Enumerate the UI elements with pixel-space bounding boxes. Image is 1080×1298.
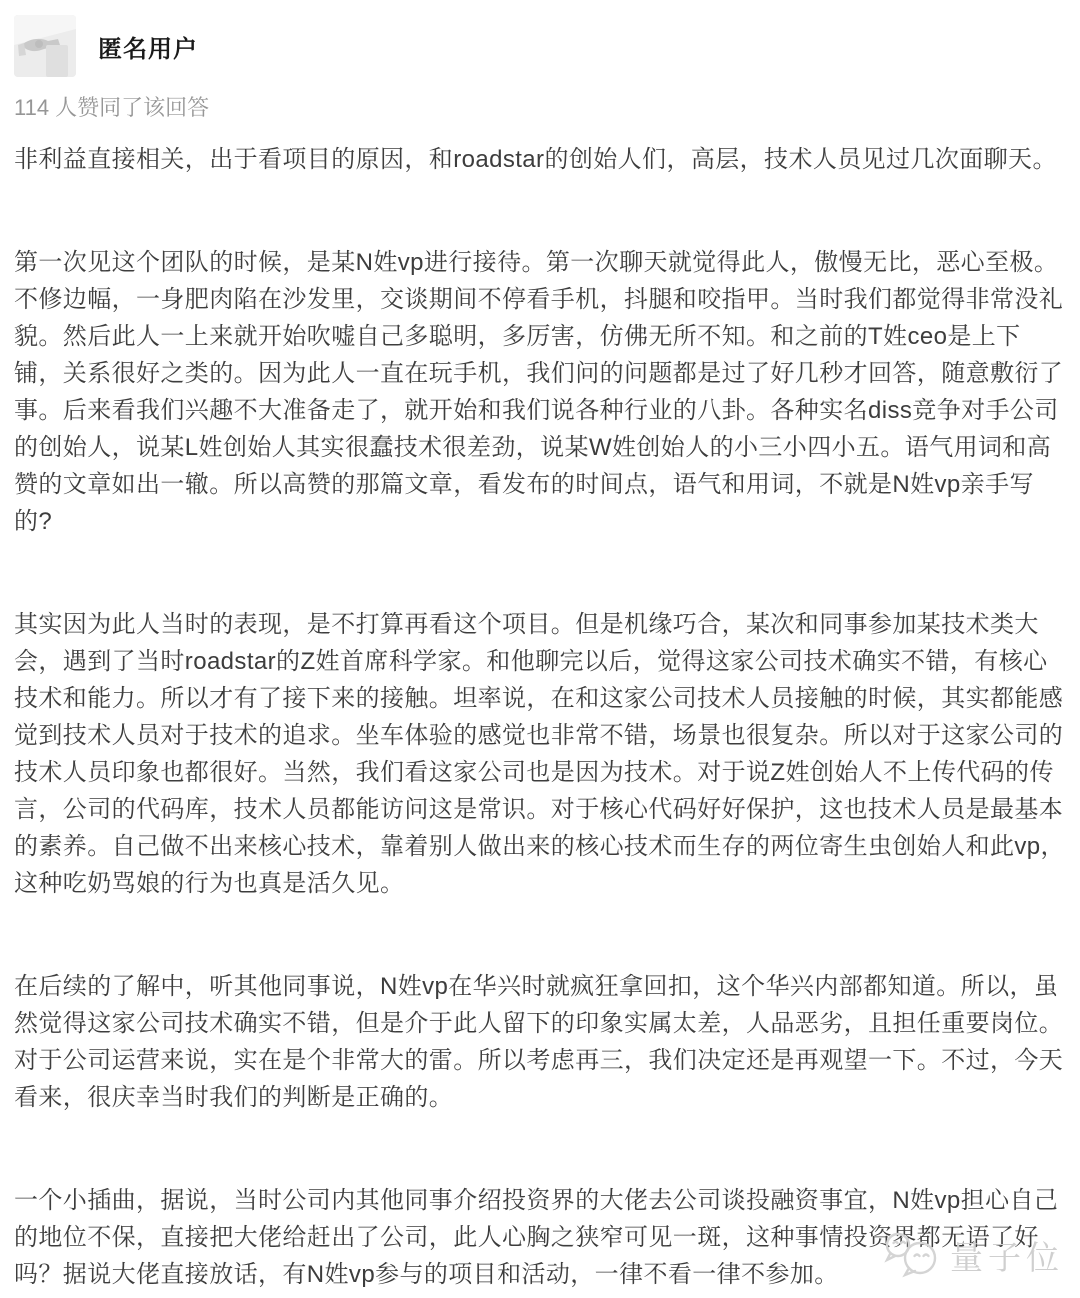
wechat-chat-bubbles-icon	[878, 1231, 942, 1279]
avatar-image	[14, 15, 76, 77]
answer-paragraph: 其实因为此人当时的表现，是不打算再看这个项目。但是机缘巧合，某次和同事参加某技术类大会，遇到了当时roadstar的Z姓首席科学家。和他聊完以后，觉得这家公司技术确实不错，有核心技术和能力。所以才有了接下来的接触。坦率说，在和这家公司技术人员接触的时候，其实都能感觉到技术人员对于技术的追求。坐车体验的感觉也非常不错，场景也很复杂。所以对于这家公司的技术人员印象也都很好。当然，我们看这家公司也是因为技术。对于说Z姓创始人不上传代码的传言，公司的代码库，技术人员都能访问这是常识。对于核心代码好好保护，这也技术人员是最基本的素养。自己做不出来核心技术，靠着别人做出来的核心技术而生存的两位寄生虫创始人和此vp，这种吃奶骂娘的行为也真是活久见。	[14, 611, 1065, 897]
username[interactable]: 匿名用户	[98, 35, 198, 63]
watermark	[878, 1231, 1064, 1279]
upvote-count: 114 人赞同了该回答	[14, 95, 210, 120]
answer-paragraph: 第一次见这个团队的时候，是某N姓vp进行接待。第一次聊天就觉得此人，傲慢无比，恶心至极。不修边幅，一身肥肉陷在沙发里，交谈期间不停看手机，抖腿和咬指甲。当时我们都觉得非常没礼貌。然后此人一上来就开始吹嘘自己多聪明，多厉害，仿佛无所不知。和之前的T姓ceo是上下铺，关系很好之类的。因为此人一直在玩手机，我们问的问题都是过了好几秒才回答，随意敷衍了事。后来看我们兴趣不大准备走了，就开始和我们说各种行业的八卦。各种实名diss竞争对手公司的创始人，说某L姓创始人其实很蠢技术很差劲，说某W姓创始人的小三小四小五。语气用词和高赞的文章如出一辙。所以高赞的那篇文章，看发布的时间点，语气和用词，不就是N姓vp亲手写的?	[14, 249, 1064, 535]
answer-paragraph: 一个小插曲，据说，当时公司内其他同事介绍投资界的大佬去公司谈投融资事宜，N姓vp担心自己的地位不保，直接把大佬给赶出了公司，此人心胸之狭窄可见一斑，这种事情投资界都无语了好吗？据说大佬直接放话，有N姓vp参与的项目和活动，一律不看一律不参加。	[14, 1187, 1059, 1288]
answer-paragraph: 在后续的了解中，听其他同事说，N姓vp在华兴时就疯狂拿回扣，这个华兴内部都知道。所以，虽然觉得这家公司技术确实不错，但是介于此人留下的印象实属太差，人品恶劣，且担任重要岗位。对于公司运营来说，实在是个非常大的雷。所以考虑再三，我们决定还是再观望一下。不过，今天看来，很庆幸当时我们的判断是正确的。	[14, 973, 1064, 1111]
answer-body	[14, 141, 1066, 1293]
watermark-label: 量子位	[950, 1238, 1064, 1276]
answer-paragraph: 非利益直接相关，出于看项目的原因，和roadstar的创始人们，高层，技术人员见过几次面聊天。	[14, 146, 1057, 173]
avatar[interactable]	[14, 15, 76, 77]
answer-header	[14, 15, 1066, 77]
